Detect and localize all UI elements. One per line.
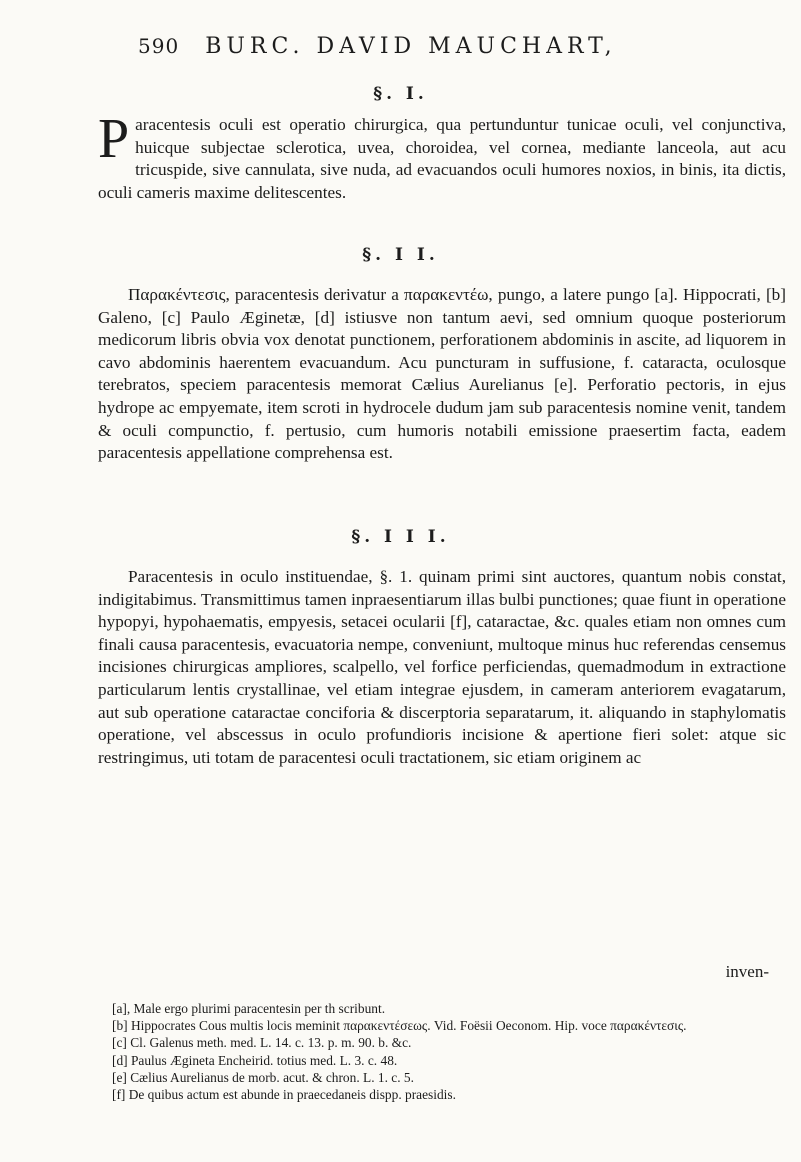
paragraph-2-text: Παρακέντεσις, paracentesis derivatur a παρακεντέω, pungo, a latere pungo [a]. Hippocrati, [b] Galeno, [c] Paulo Æginetæ, [d] istiusve non tantum aevi, sed omnium quoque posteriorum medicorum libris obvia vox denotat punctionem, perforationem abdominis in ascite, ad liquorem in cavo abdominis haerentem evacuandum. Acu puncturam in suffusione, f. cataracta, oculosque terebratos, speciem paracentesis memorat Cælius Aurelianus [e]. Perforatio pectoris, in ejus hydrope ac empyemate, item scroti in hydrocele dudum jam sub paracentesis nomine venit, tandem & oculi compunctio, f. pertusio, cum humoris notabili emissione praesertim facta, eadem paracentesis appellatione comprehensa est. [98,285,786,463]
footnote-e: [e] Cælius Aurelianus de morb. acut. & chron. L. 1. c. 5. [112,1069,414,1085]
catchword: inven- [725,962,769,981]
paragraph-3-text: Paracentesis in oculo instituendae, §. 1. quinam primi sint auctores, quantum nobis constat, indigitabimus. Transmittimus tamen inpraesentiarum illas bulbi punctiones; quae fiunt in operatione hypopyi, hypohaematis, empyesis, setacei ocularii [f], cataractae, &c. quales etiam non omnes cum finali causa paracentesis, evacuatoria nempe, conveniunt, multoque minus huc referendas censemus incisiones chirurgicas ampliores, scalpello, vel forfice perficiendas, quemadmodum in extractione particularum lentis crystallinae, vel etiam integrae ejusdem, in cameram anteriorem evagatarum, aut sub operatione cataractae conciforia & discerptoria separatarum, it. aliquando in staphylomatis operatione, vel abscessus in oculo profundioris incisione & apertione fieri solet: atque sic restringimus, uti totam de paracentesi oculi tractationem, sic etiam originem ac [98,567,786,767]
drop-cap: P [98,108,130,170]
footnote-c: [c] Cl. Galenus meth. med. L. 14. c. 13. p. m. 90. b. &c. [112,1035,412,1051]
footnote-b: [b] Hippocrates Cous multis locis meminit παρακεντέσεως. Vid. Foësii Oeconom. Hip. voce παρακέντεσις. [112,1018,687,1034]
page-number: 590 [138,34,180,58]
section-heading-1: §. I. [373,84,428,104]
paragraph-1 [98,108,786,204]
paragraph-2 [98,284,786,465]
running-title: BURC. DAVID MAUCHART, [205,34,617,59]
paragraph-1-text: aracentesis oculi est operatio chirurgica, qua pertunduntur tunicae oculi, vel conjunctiva, huicque subjectae sclerotica, uvea, choroidea, vel cornea, mediante lanceola, aut acu tricuspide, sive cannulata, sive nuda, ad evacuandos oculi humores noxios, in binis, ita dictis, oculi cameris maxime delitescentes. [98,115,786,202]
section-heading-3: §. I I I. [351,527,450,547]
footnote-d: [d] Paulus Ægineta Encheirid. totius med. L. 3. c. 48. [112,1052,398,1068]
section-heading-2: §. I I. [362,245,439,265]
paragraph-3 [98,566,786,769]
footnote-f: [f] De quibus actum est abunde in praecedaneis dispp. praesidis. [112,1087,456,1103]
footnote-a: [a], Male ergo plurimi paracentesin per th scribunt. [112,1001,386,1016]
footnotes [112,1000,786,1103]
running-head [138,34,778,59]
